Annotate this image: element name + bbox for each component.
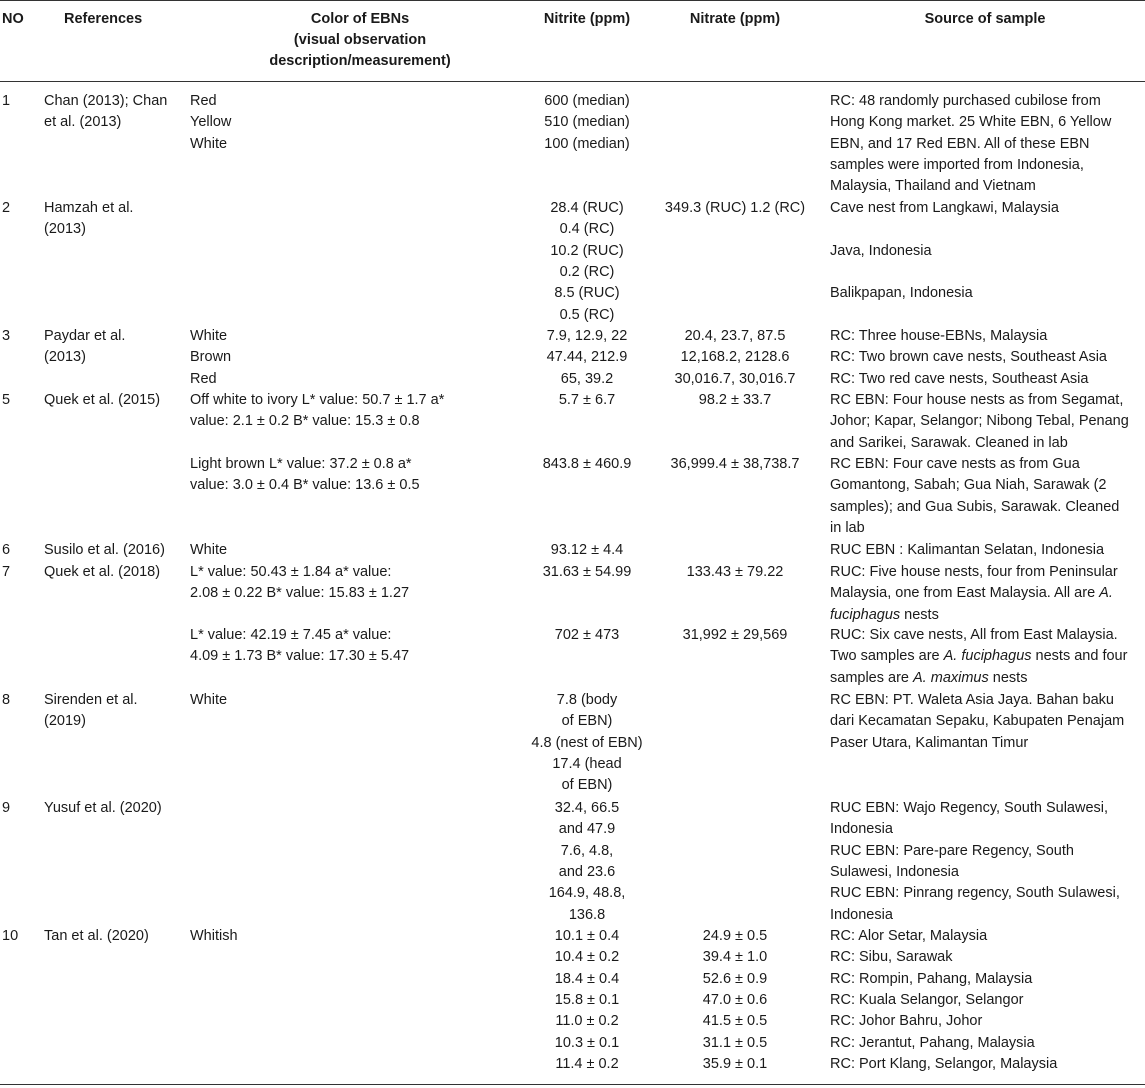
- cell-line: Hamzah et al.: [44, 200, 134, 216]
- cell-line: and 23.6: [558, 864, 616, 881]
- cell-line: RC: Three house-EBNs, Malaysia: [830, 328, 1048, 344]
- cell-line: Red: [190, 370, 217, 387]
- cell-line: 10.1 ± 0.4: [554, 928, 620, 944]
- cell-source: [830, 454, 1142, 539]
- cell-line: RC: Sibu, Sarawak: [830, 949, 953, 966]
- cell-nitrate: [660, 454, 810, 475]
- cell-line: samples were imported from Indonesia,: [830, 157, 1084, 174]
- cell-line: 2.08 ± 0.22 B* value: 15.83 ± 1.27: [190, 585, 410, 602]
- cell-color: [190, 91, 530, 155]
- cell-line: 10.2 (RUC): [550, 242, 624, 259]
- cell-no: [2, 690, 42, 711]
- cell-line: 18.4 ± 0.4: [554, 970, 620, 987]
- cell-source: [830, 798, 1142, 926]
- cell-nitrate: [660, 390, 810, 411]
- cell-color: [190, 562, 530, 605]
- cell-line: 7: [2, 564, 11, 580]
- cell-line: Whitish: [190, 928, 238, 944]
- cell-line: Susilo et al. (2016): [44, 542, 165, 558]
- cell-no: [2, 926, 42, 947]
- cell-line: Brown: [190, 349, 232, 366]
- cell-line: (2013): [44, 221, 86, 238]
- cell-line: RC: Jerantut, Pahang, Malaysia: [830, 1034, 1035, 1051]
- cell-line: 28.4 (RUC): [550, 200, 624, 216]
- cell-line: 32.4, 66.5: [554, 800, 620, 816]
- cell-line: 65, 39.2: [560, 370, 614, 387]
- cell-line: 17.4 (head: [552, 756, 622, 773]
- table-bottom-rule: [0, 1084, 1145, 1085]
- cell-line: 10: [2, 928, 19, 944]
- cell-line: Chan (2013); Chan: [44, 93, 168, 109]
- cell-line: Tan et al. (2020): [44, 928, 149, 944]
- cell-line: 10.3 ± 0.1: [554, 1034, 620, 1051]
- cell-line: Sulawesi, Indonesia: [830, 864, 959, 881]
- cell-line: 12,168.2, 2128.6: [680, 349, 790, 366]
- cell-line: fuciphagus nests: [830, 606, 939, 623]
- cell-line: value: 2.1 ± 0.2 B* value: 15.3 ± 0.8: [190, 413, 420, 430]
- cell-line: White: [190, 328, 228, 344]
- cell-nitrate: [660, 326, 810, 390]
- cell-line: 39.4 ± 1.0: [702, 949, 768, 966]
- cell-ref: [44, 198, 184, 241]
- cell-line: 8: [2, 692, 11, 708]
- cell-source: [830, 562, 1142, 626]
- cell-line: RUC: Six cave nests, All from East Malaysia.: [830, 627, 1118, 643]
- cell-source: [830, 540, 1142, 561]
- cell-line: 0.2 (RC): [559, 264, 615, 281]
- cell-ref: [44, 91, 184, 134]
- header-bottom-rule: [0, 81, 1145, 82]
- cell-nitrite: [527, 562, 647, 583]
- cell-line: 11.0 ± 0.2: [555, 1013, 619, 1030]
- cell-ref: [44, 326, 184, 369]
- cell-line: 10.4 ± 0.2: [554, 949, 620, 966]
- cell-line: Cave nest from Langkawi, Malaysia: [830, 200, 1059, 216]
- cell-line: 6: [2, 542, 11, 558]
- cell-line: value: 3.0 ± 0.4 B* value: 13.6 ± 0.5: [190, 477, 420, 494]
- cell-line: Malaysia, one from East Malaysia. All are A.: [830, 585, 1113, 602]
- cell-line: 349.3 (RUC) 1.2 (RC): [664, 200, 806, 216]
- cell-line: Indonesia: [830, 906, 893, 923]
- cell-line: 100 (median): [544, 135, 630, 152]
- cell-line: Java, Indonesia: [830, 242, 932, 259]
- cell-line: 9: [2, 800, 11, 816]
- cell-ref: [44, 540, 184, 561]
- cell-line: 31.63 ± 54.99: [542, 564, 632, 580]
- header-nitrite: Nitrite (ppm): [543, 11, 631, 27]
- cell-source: [830, 690, 1142, 754]
- cell-line: 41.5 ± 0.5: [702, 1013, 768, 1030]
- cell-color: [190, 390, 530, 433]
- cell-ref: [44, 390, 184, 411]
- cell-nitrite: [527, 326, 647, 390]
- cell-line: Red: [190, 93, 217, 109]
- cell-no: [2, 198, 42, 219]
- cell-line: 7.8 (body: [556, 692, 618, 708]
- cell-line: RC: 48 randomly purchased cubilose from: [830, 93, 1101, 109]
- cell-line: of EBN): [561, 777, 613, 794]
- cell-line: 11.4 ± 0.2: [555, 1056, 619, 1073]
- cell-line: RC EBN: PT. Waleta Asia Jaya. Bahan baku: [830, 692, 1114, 708]
- cell-line: 3: [2, 328, 11, 344]
- cell-line: Indonesia: [830, 821, 893, 838]
- cell-line: 7.6, 4.8,: [560, 842, 614, 859]
- cell-no: [2, 326, 42, 347]
- cell-line: EBN, and 17 Red EBN. All of these EBN: [830, 135, 1090, 152]
- cell-color: [190, 625, 530, 668]
- cell-color: [190, 454, 530, 497]
- cell-nitrite: [527, 926, 647, 1075]
- cell-line: dari Kecamatan Sepaku, Kabupaten Penajam: [830, 713, 1125, 730]
- cell-line: Light brown L* value: 37.2 ± 0.8 a*: [190, 456, 412, 472]
- cell-no: [2, 798, 42, 819]
- header-references: References: [64, 11, 143, 27]
- cell-line: RUC EBN : Kalimantan Selatan, Indonesia: [830, 542, 1105, 558]
- cell-line: (2019): [44, 713, 86, 730]
- cell-nitrite: [527, 625, 647, 646]
- table-top-rule: [0, 0, 1145, 1]
- cell-nitrite: [527, 540, 647, 561]
- cell-line: [830, 262, 1142, 283]
- cell-line: RC EBN: Four cave nests as from Gua: [830, 456, 1080, 472]
- cell-line: RC: Rompin, Pahang, Malaysia: [830, 970, 1033, 987]
- cell-line: 36,999.4 ± 38,738.7: [670, 456, 800, 472]
- cell-line: Johor; Kapar, Selangor; Nibong Tebal, Penang: [830, 413, 1129, 430]
- cell-line: samples); and Gua Subis, Sarawak. Cleaned: [830, 498, 1120, 515]
- cell-line: Two samples are A. fuciphagus nests and four: [830, 648, 1128, 665]
- cell-line: 0.5 (RC): [559, 306, 615, 323]
- header-color-line: Color of EBNs: [310, 11, 410, 27]
- cell-line: White: [190, 692, 228, 708]
- cell-line: 164.9, 48.8,: [548, 885, 626, 902]
- cell-no: [2, 91, 42, 112]
- cell-line: Balikpapan, Indonesia: [830, 285, 973, 302]
- cell-line: 93.12 ± 4.4: [550, 542, 624, 558]
- cell-nitrite: [527, 390, 647, 411]
- header-color: [210, 9, 510, 72]
- cell-line: RC: Alor Setar, Malaysia: [830, 928, 988, 944]
- cell-line: 0.4 (RC): [559, 221, 615, 238]
- cell-line: 47.0 ± 0.6: [702, 992, 768, 1009]
- cell-line: RUC EBN: Pinrang regency, South Sulawesi,: [830, 885, 1120, 902]
- cell-line: Yusuf et al. (2020): [44, 800, 162, 816]
- cell-line: 52.6 ± 0.9: [702, 970, 768, 987]
- cell-line: RC: Two red cave nests, Southeast Asia: [830, 370, 1089, 387]
- cell-line: 5: [2, 392, 11, 408]
- cell-line: 24.9 ± 0.5: [702, 928, 768, 944]
- cell-line: [830, 219, 1142, 240]
- cell-no: [2, 562, 42, 583]
- cell-line: 30,016.7, 30,016.7: [674, 370, 796, 387]
- cell-ref: [44, 690, 184, 733]
- cell-line: 136.8: [568, 906, 606, 923]
- cell-nitrite: [527, 91, 647, 155]
- cell-line: 47.44, 212.9: [546, 349, 628, 366]
- header-color-line: (visual observation: [293, 32, 427, 48]
- cell-line: RC: Johor Bahru, Johor: [830, 1013, 983, 1030]
- header-color-line: description/measurement): [269, 53, 451, 69]
- cell-source: [830, 198, 1142, 305]
- cell-line: RC EBN: Four house nests as from Segamat,: [830, 392, 1124, 408]
- cell-line: 7.9, 12.9, 22: [546, 328, 628, 344]
- cell-nitrite: [527, 798, 647, 926]
- cell-line: RC: Port Klang, Selangor, Malaysia: [830, 1056, 1058, 1073]
- cell-color: [190, 326, 530, 390]
- cell-line: 31,992 ± 29,569: [682, 627, 788, 643]
- cell-line: (2013): [44, 349, 86, 366]
- cell-line: RC: Two brown cave nests, Southeast Asia: [830, 349, 1107, 366]
- cell-line: 1: [2, 93, 11, 109]
- cell-line: of EBN): [561, 713, 613, 730]
- cell-source: [830, 91, 1142, 198]
- cell-nitrite: [527, 690, 647, 797]
- cell-no: [2, 540, 42, 561]
- cell-line: et al. (2013): [44, 114, 122, 131]
- cell-line: RUC: Five house nests, four from Peninsular: [830, 564, 1118, 580]
- cell-line: 2: [2, 200, 11, 216]
- cell-ref: [44, 926, 184, 947]
- cell-source: [830, 625, 1142, 689]
- cell-line: Gomantong, Sabah; Gua Niah, Sarawak (2: [830, 477, 1107, 494]
- cell-line: and Sarikei, Sarawak. Cleaned in lab: [830, 434, 1068, 451]
- cell-line: 98.2 ± 33.7: [698, 392, 772, 408]
- cell-line: Sirenden et al.: [44, 692, 138, 708]
- cell-ref: [44, 562, 184, 583]
- cell-color: [190, 540, 530, 561]
- cell-nitrate: [660, 926, 810, 1075]
- cell-color: [190, 690, 530, 711]
- cell-source: [830, 390, 1142, 454]
- cell-nitrite: [527, 198, 647, 326]
- cell-line: RUC EBN: Wajo Regency, South Sulawesi,: [830, 800, 1109, 816]
- cell-nitrate: [660, 625, 810, 646]
- cell-color: [190, 926, 530, 947]
- cell-line: Malaysia, Thailand and Vietnam: [830, 178, 1036, 195]
- cell-source: [830, 926, 1142, 1075]
- cell-nitrate: [660, 198, 810, 219]
- cell-line: RUC EBN: Pare-pare Regency, South: [830, 842, 1074, 859]
- cell-line: White: [190, 542, 228, 558]
- cell-line: RC: Kuala Selangor, Selangor: [830, 992, 1024, 1009]
- cell-line: 600 (median): [544, 93, 630, 109]
- cell-line: Paser Utara, Kalimantan Timur: [830, 734, 1029, 751]
- cell-ref: [44, 798, 184, 819]
- header-nitrate: Nitrate (ppm): [689, 11, 781, 27]
- cell-line: and 47.9: [558, 821, 616, 838]
- cell-no: [2, 390, 42, 411]
- cell-line: 4.09 ± 1.73 B* value: 17.30 ± 5.47: [190, 648, 410, 665]
- cell-line: in lab: [830, 520, 865, 537]
- cell-line: Quek et al. (2015): [44, 392, 161, 408]
- cell-line: 843.8 ± 460.9: [542, 456, 632, 472]
- cell-line: 15.8 ± 0.1: [554, 992, 620, 1009]
- cell-line: 8.5 (RUC): [554, 285, 620, 302]
- cell-line: Hong Kong market. 25 White EBN, 6 Yellow: [830, 114, 1112, 131]
- cell-line: 133.43 ± 79.22: [686, 564, 784, 580]
- cell-line: Quek et al. (2018): [44, 564, 161, 580]
- cell-source: [830, 326, 1142, 390]
- cell-line: Yellow: [190, 114, 232, 131]
- cell-line: 20.4, 23.7, 87.5: [684, 328, 786, 344]
- header-no: NO: [2, 11, 24, 27]
- cell-nitrite: [527, 454, 647, 475]
- cell-line: Paydar et al.: [44, 328, 126, 344]
- cell-line: White: [190, 135, 228, 152]
- cell-nitrate: [660, 562, 810, 583]
- cell-line: 31.1 ± 0.5: [702, 1034, 768, 1051]
- cell-line: 702 ± 473: [554, 627, 620, 643]
- cell-line: 4.8 (nest of EBN): [531, 734, 643, 751]
- cell-line: Off white to ivory L* value: 50.7 ± 1.7 a*: [190, 392, 445, 408]
- cell-line: L* value: 50.43 ± 1.84 a* value:: [190, 564, 392, 580]
- cell-line: 35.9 ± 0.1: [702, 1056, 768, 1073]
- cell-line: 5.7 ± 6.7: [558, 392, 616, 408]
- header-source: Source of sample: [924, 11, 1046, 27]
- cell-line: L* value: 42.19 ± 7.45 a* value:: [190, 627, 392, 643]
- cell-line: samples are A. maximus nests: [830, 669, 1028, 686]
- cell-line: 510 (median): [544, 114, 630, 131]
